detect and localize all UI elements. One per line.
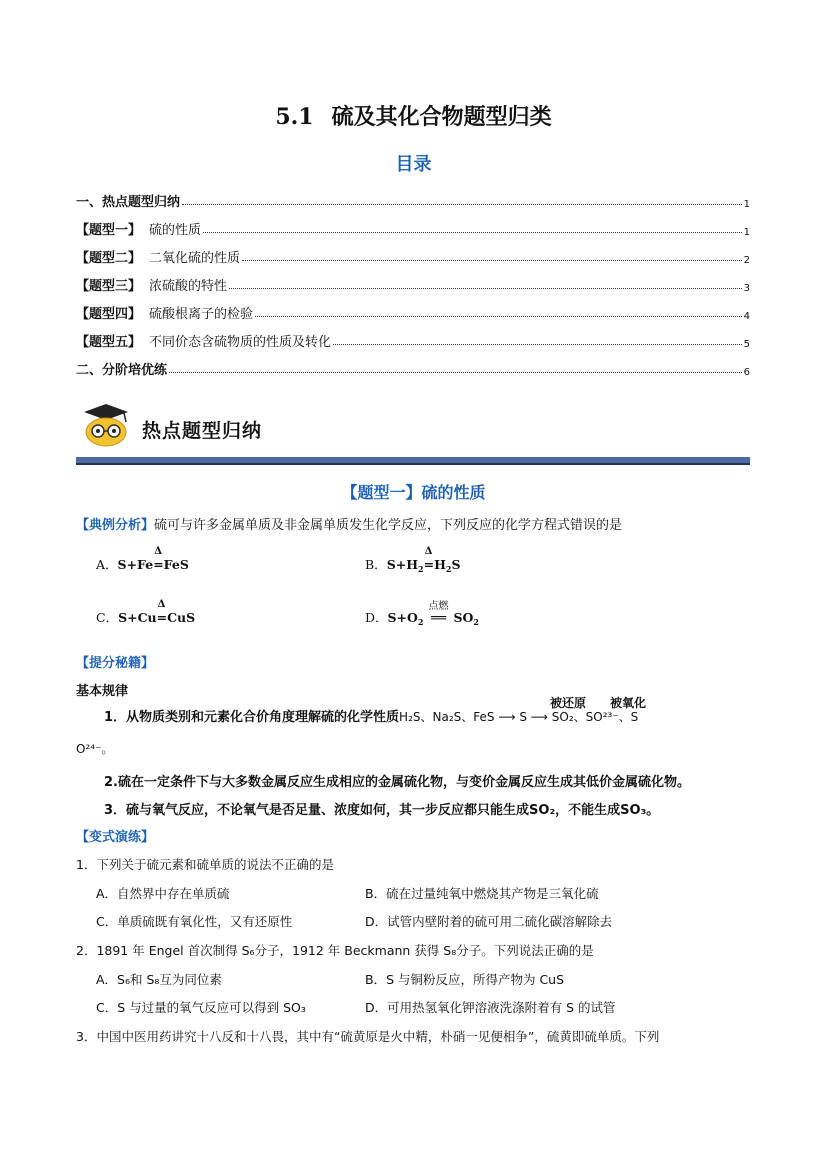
toc-title: 目录: [395, 154, 432, 175]
q2-option-d[interactable]: D．可用热氢氧化钾溶液洗涤附着有 S 的试管: [365, 1000, 616, 1015]
toc-text: 硫的性质: [149, 223, 202, 238]
section-banner: [76, 400, 750, 465]
toc-label: 【题型三】: [76, 279, 142, 294]
equation-rhs: SO: [453, 610, 474, 625]
q1-option-b[interactable]: B．硫在过量纯氧中燃烧其产物是三氧化硫: [365, 886, 599, 901]
toc-item[interactable]: [76, 294, 750, 322]
q2-option-a[interactable]: A．S₆和 S₈互为同位素: [96, 972, 222, 987]
banner-divider: [76, 457, 750, 465]
section-heading: 【题型一】硫的性质: [341, 483, 486, 502]
q1-option-c[interactable]: C．单质硫既有氧化性，又有还原性: [96, 914, 293, 929]
q1-option-a[interactable]: A．自然界中存在单质硫: [96, 886, 230, 901]
ignite-arrow: 点燃 ══: [424, 610, 454, 625]
option-letter: D．: [365, 610, 388, 625]
option-letter: A．: [96, 557, 118, 572]
example-text: 硫可与许多金属单质及非金属单质发生化学反应，下列反应的化学方程式错误的是: [154, 518, 623, 533]
equation-rhs: CuS: [167, 610, 196, 625]
heat-sign: Δ =: [157, 610, 167, 625]
toc-label: 二、分阶培优练: [76, 363, 168, 378]
equation-rhs: H: [434, 557, 446, 572]
table-of-contents: [76, 182, 750, 378]
equation-lhs: S+H: [386, 557, 418, 572]
practice-tag: 【变式演练】: [76, 830, 155, 845]
reaction-condition: 点燃: [428, 601, 449, 612]
banner-title: 热点题型归纳: [142, 420, 263, 442]
toc-item[interactable]: [76, 350, 750, 378]
toc-page: 5: [743, 339, 750, 350]
toc-item[interactable]: [76, 322, 750, 350]
reduced-label: 被还原: [550, 696, 587, 710]
q2-option-c[interactable]: C．S 与过量的氧气反应可以得到 SO₃: [96, 1000, 306, 1015]
heat-sign: Δ =: [153, 557, 163, 572]
equation-lhs: S+Fe: [117, 557, 154, 572]
toc-page: 1: [743, 227, 750, 238]
toc-label: 【题型四】: [76, 307, 142, 322]
title-number: 5.1: [275, 104, 314, 130]
toc-leader: [242, 260, 742, 261]
toc-item[interactable]: [76, 266, 750, 294]
toc-page: 3: [743, 283, 750, 294]
example-stem: [76, 514, 622, 533]
toc-page: 1: [743, 199, 750, 210]
heat-sign: Δ =: [424, 557, 434, 572]
toc-leader: [333, 344, 742, 345]
equation-rhs: FeS: [163, 557, 189, 572]
toc-text: 二氧化硫的性质: [149, 251, 241, 266]
q1-option-d[interactable]: D．试管内壁附着的硫可用二硫化碳溶解除去: [365, 914, 613, 929]
toc-label: 一、热点题型归纳: [76, 195, 181, 210]
toc-page: 6: [743, 367, 750, 378]
toc-item[interactable]: [76, 210, 750, 238]
tips-tag: 【提分秘籍】: [76, 656, 155, 671]
option-letter: C．: [96, 610, 119, 625]
toc-label: 【题型五】: [76, 335, 142, 350]
toc-leader: [255, 316, 742, 317]
toc-text: 不同价态含硫物质的性质及转化: [149, 335, 332, 350]
rule-1-tail: O²⁴⁻。: [76, 742, 114, 756]
title-text: 硫及其化合物题型归类: [331, 104, 552, 130]
toc-page: 2: [743, 255, 750, 266]
q1-stem: 1．下列关于硫元素和硫单质的说法不正确的是: [76, 857, 334, 872]
toc-page: 4: [743, 311, 750, 322]
toc-leader: [229, 288, 742, 289]
toc-leader: [182, 204, 742, 205]
q2-stem: 2．1891 年 Engel 首次制得 S₆分子，1912 年 Beckmann 获得 S₈分子。下列说法正确的是: [76, 943, 594, 958]
toc-leader: [169, 372, 742, 373]
scholar-mascot-icon: [80, 402, 132, 448]
toc-leader: [203, 232, 742, 233]
toc-text: 浓硫酸的特性: [149, 279, 228, 294]
toc-item[interactable]: [76, 238, 750, 266]
option-letter: B．: [365, 557, 387, 572]
option-b[interactable]: B．$S+H_2\Delta =H_2S$: [365, 555, 460, 574]
toc-label: 【题型二】: [76, 251, 142, 266]
rule-3: 3．硫与氧气反应，不论氧气是否足量、浓度如何，其一步反应都只能生成SO₂，不能生成SO₃。: [104, 803, 660, 818]
rule-2: 2.硫在一定条件下与大多数金属反应生成相应的金属硫化物，与变价金属反应生成其低价金属硫化物。: [104, 775, 690, 790]
toc-item[interactable]: [76, 182, 750, 210]
option-a[interactable]: [96, 555, 189, 573]
rule-1-text: 1．从物质类别和元素化合价角度理解硫的化学性质: [104, 710, 400, 725]
equation-lhs: S+O: [387, 610, 418, 625]
option-d[interactable]: D．$S+O_2$ 点燃 ══ $SO_2$: [365, 608, 479, 627]
toc-text: 硫酸根离子的检验: [149, 307, 254, 322]
example-tag: 【典例分析】: [76, 518, 155, 533]
option-c[interactable]: [96, 608, 195, 626]
rule-1-chain: H₂S、Na₂S、FeS ⟶ S ⟶ SO₂、SO²³⁻、S: [399, 710, 639, 724]
q3-stem: 3．中国中医用药讲究十八反和十八畏，其中有“硫黄原是火中精，朴硝一见便相争”，硫黄即硫单质。下列: [76, 1029, 660, 1044]
page-title: [0, 100, 827, 131]
toc-label: 【题型一】: [76, 223, 142, 238]
tips-subtitle: 基本规律: [76, 684, 129, 699]
q2-option-b[interactable]: B．S 与铜粉反应，所得产物为 CuS: [365, 972, 565, 987]
oxidized-label: 被氧化: [610, 696, 647, 710]
equation-lhs: S+Cu: [118, 610, 157, 625]
